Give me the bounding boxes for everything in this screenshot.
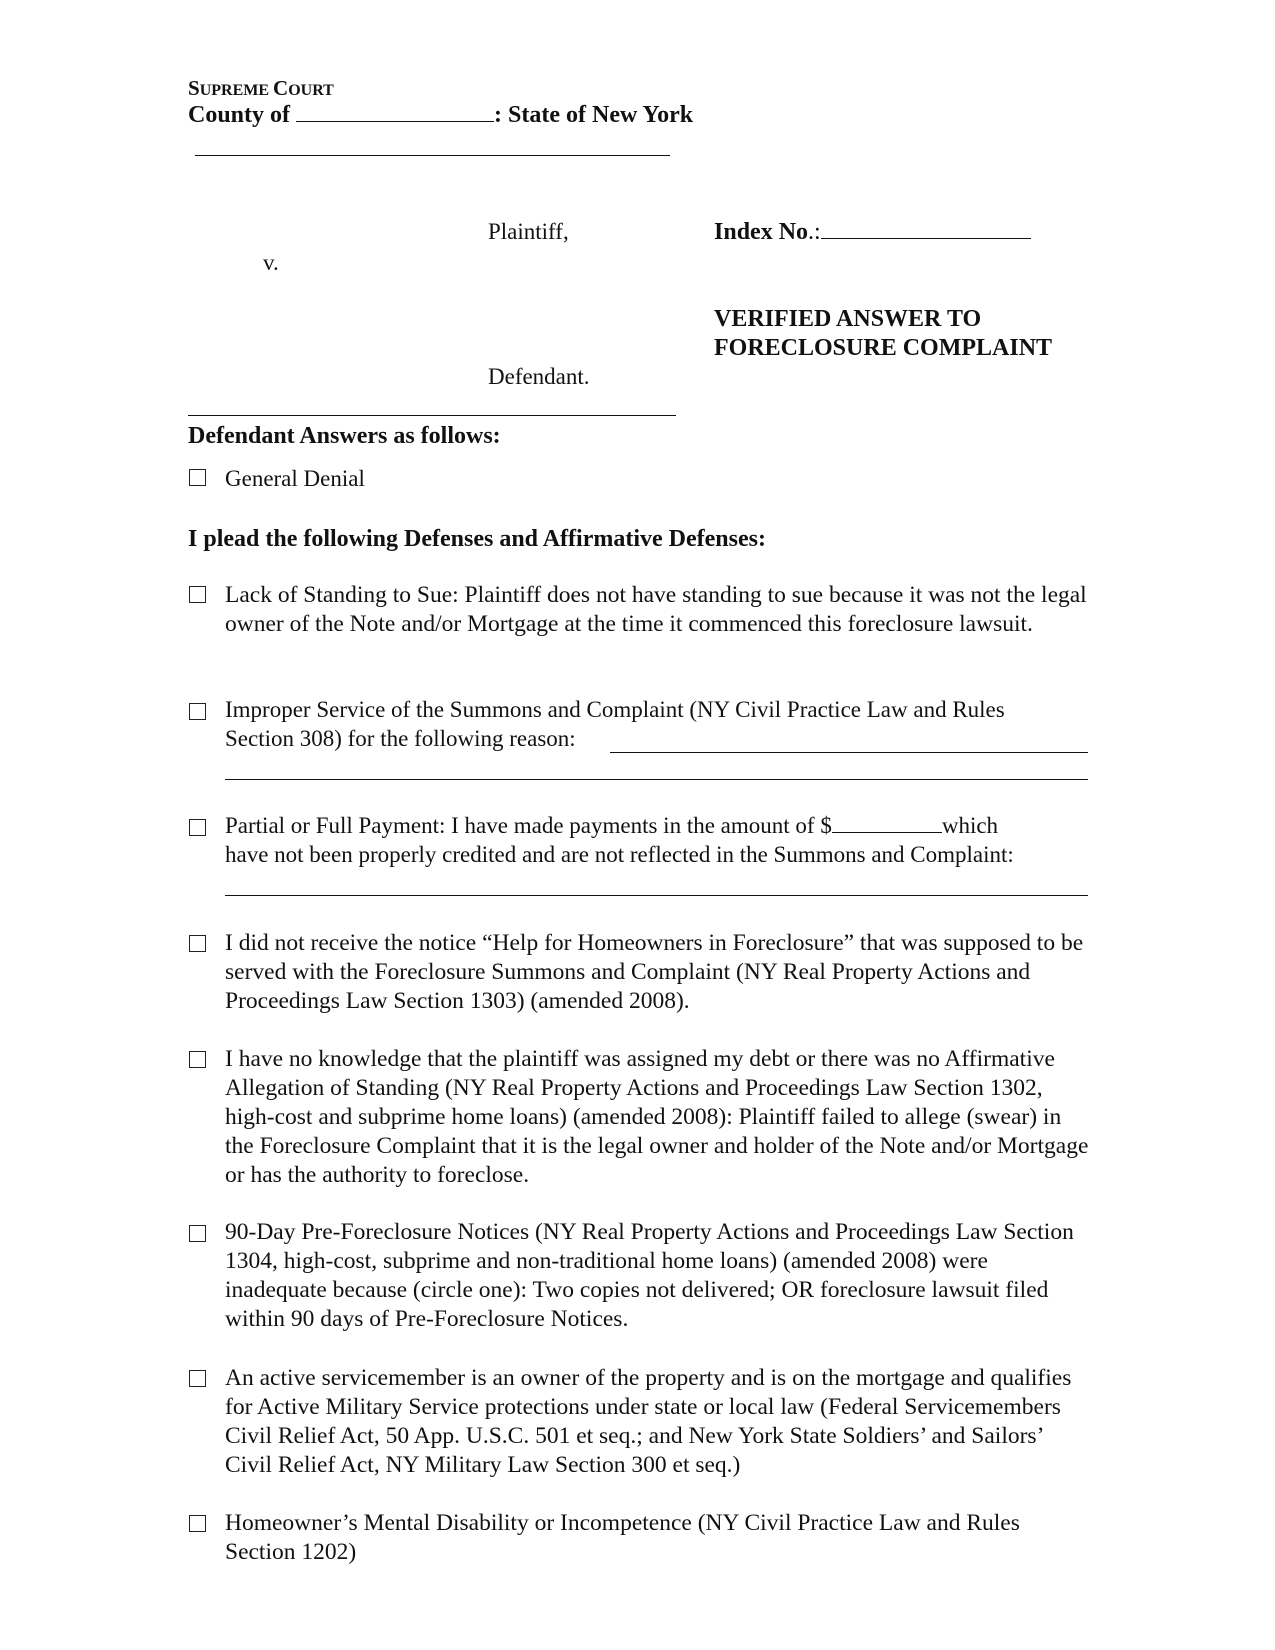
servicemember-text: An active servicemember is an owner of the property and is on the mortgage and qualifies for Active Military Service protections under state or local law (Federal Servicemembers Civil Relief Act, 50 App. U.S.C. 501 et seq.; and New York State Soldiers’ and Sailors’ Civil Relief Act, NY Military Law Section 300 et seq.) — [225, 1365, 1072, 1478]
payment-line2: have not been properly credited and are not reflected in the Summons and Complaint: — [225, 842, 1014, 867]
mental-disability-text: Homeowner’s Mental Disability or Incompetence (NY Civil Practice Law and Rules Section 1202) — [225, 1510, 1020, 1565]
improper-service-line2: Section 308) for the following reason: — [225, 726, 576, 751]
payment-details-blank[interactable] — [225, 895, 1088, 896]
document-title-line2: FORECLOSURE COMPLAINT — [714, 335, 1053, 361]
plaintiff-label: Plaintiff, — [488, 219, 569, 244]
document-title — [714, 305, 1052, 363]
improper-service-reason-blank-1[interactable] — [610, 752, 1088, 753]
caption-top-rule — [195, 155, 670, 156]
notice-text: I did not receive the notice “Help for Homeowners in Foreclosure” that was supposed to be served with the Foreclosure Summons and Complaint (NY Real Property Actions and Proceedings Law Section 1303) (amended 2008). — [225, 930, 1084, 1014]
lack-of-standing-text: Lack of Standing to Sue: Plaintiff does not have standing to sue because it was not the legal owner of the Note and/or Mortgage at the time it commenced this foreclosure lawsuit. — [225, 582, 1087, 637]
index-number-blank[interactable] — [821, 220, 1031, 239]
index-number — [714, 219, 1031, 246]
index-suffix: .: — [808, 219, 821, 245]
mental-disability-checkbox[interactable] — [189, 1515, 206, 1532]
improper-service-checkbox[interactable] — [189, 703, 206, 720]
payment-amount-blank[interactable] — [832, 814, 942, 833]
county-blank[interactable] — [296, 103, 494, 122]
servicemember-checkbox[interactable] — [189, 1370, 206, 1387]
general-denial-label: General Denial — [225, 466, 365, 491]
general-denial-checkbox[interactable] — [189, 469, 206, 486]
defenses-heading: I plead the following Defenses and Affirmative Defenses: — [188, 526, 766, 552]
payment-line1 — [225, 813, 998, 839]
no-knowledge-checkbox[interactable] — [189, 1051, 206, 1068]
no-knowledge-text: I have no knowledge that the plaintiff was assigned my debt or there was no Affirmative Allegation of Standing (NY Real Property Actions and Proceedings Law Section 1302, high-cost and subprime home loans) (amended 2008): Plaintiff failed to allege (swear) in the Foreclosure Complaint that it is the legal owner and holder of the Note and/or Mortgage or has the authority to foreclose. — [225, 1046, 1089, 1188]
county-suffix: : State of New York — [494, 102, 694, 128]
payment-prefix: Partial or Full Payment: I have made payments in the amount of $ — [225, 813, 832, 838]
notice-checkbox[interactable] — [189, 935, 206, 952]
defendant-label: Defendant. — [488, 364, 590, 389]
improper-service-reason-blank-2[interactable] — [225, 779, 1088, 780]
county-label: County of — [188, 102, 291, 128]
versus-label: v. — [263, 250, 279, 275]
ninety-day-notice-checkbox[interactable] — [189, 1225, 206, 1242]
ninety-day-notice-text: 90-Day Pre-Foreclosure Notices (NY Real Property Actions and Proceedings Law Section 1304, high-cost, subprime and non-traditional home loans) (amended 2008) were inadequate because (circle one): Two copies not delivered; OR foreclosure lawsuit filed within 90 days of Pre-Foreclosure Notices. — [225, 1219, 1074, 1332]
caption-bottom-rule — [188, 415, 676, 416]
county-line — [188, 102, 693, 129]
court-name: SUPREME COURT — [188, 76, 334, 100]
payment-checkbox[interactable] — [189, 819, 206, 836]
index-label: Index No — [714, 219, 809, 245]
payment-suffix: which — [941, 813, 999, 838]
improper-service-line1: Improper Service of the Summons and Complaint (NY Civil Practice Law and Rules — [225, 697, 1005, 722]
answers-heading: Defendant Answers as follows: — [188, 423, 501, 449]
lack-of-standing-checkbox[interactable] — [189, 586, 206, 603]
document-title-line1: VERIFIED ANSWER TO — [714, 306, 982, 332]
